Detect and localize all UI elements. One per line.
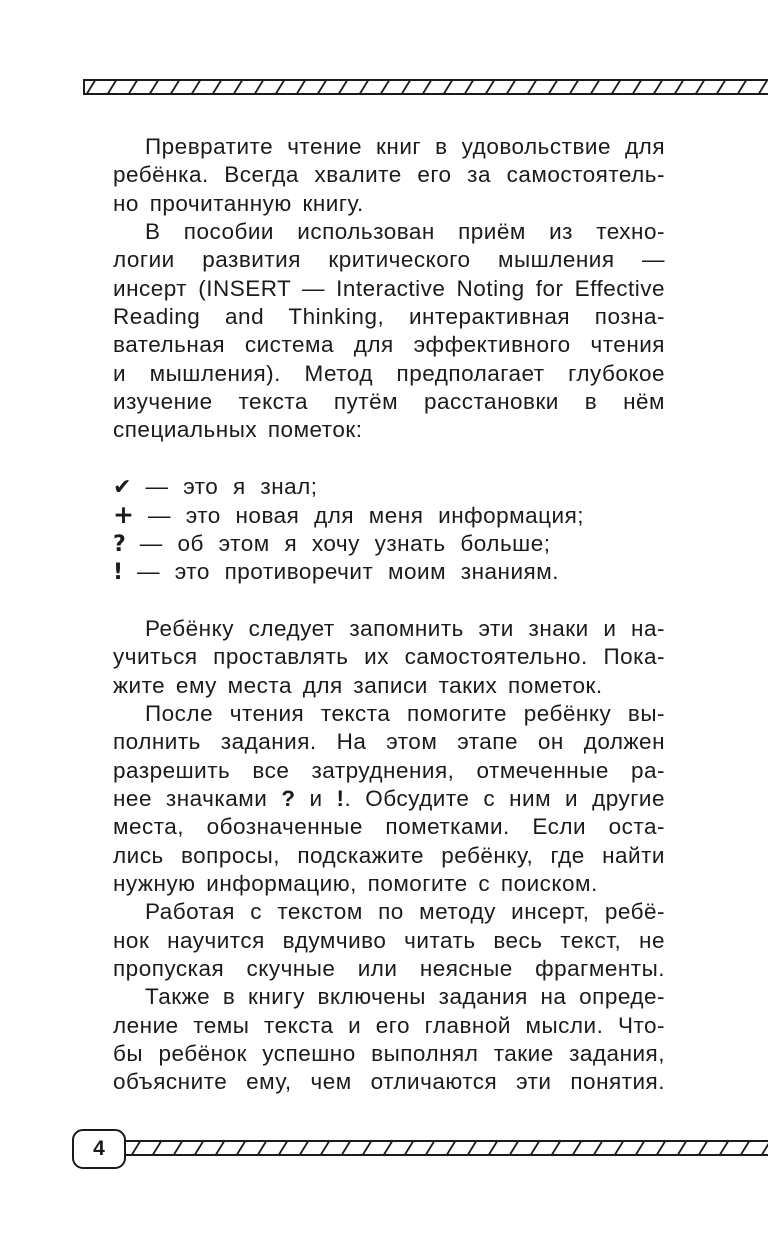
- bottom-hatch-fill: [126, 1141, 768, 1155]
- text-line: инсерт (INSERT — Interactive Noting for Effective: [113, 275, 665, 301]
- paragraph-gap: [113, 445, 665, 473]
- mark-item-question: [113, 530, 665, 558]
- text-line: Также в книгу включены задания на опреде-: [145, 984, 665, 1010]
- text-line: полнить задания. На этом этапе он должен: [113, 729, 665, 755]
- text-line: нок научится вдумчиво читать весь текст, не: [113, 927, 665, 953]
- page-body: [113, 133, 665, 1097]
- text-line-with-marks: [113, 785, 665, 813]
- mark-meaning: — об этом я хочу узнать больше;: [139, 530, 551, 556]
- text-line: В пособии использован приём из техно-: [145, 219, 665, 245]
- exclamation-mark-icon: !: [113, 560, 124, 586]
- text-line: ребёнка. Всегда хвалите его за самостоятель-: [113, 162, 665, 188]
- text-segment: нее значками: [113, 785, 282, 811]
- text-line: Reading and Thinking, интерактивная позна-: [113, 304, 665, 330]
- plus-icon: +: [113, 501, 134, 530]
- text-line: но прочитанную книгу.: [113, 190, 364, 216]
- text-line: Ребёнку следует запомнить эти знаки и на-: [145, 615, 665, 641]
- inline-question-mark: ?: [281, 785, 296, 811]
- text-segment: . Обсудите с ним и другие: [344, 785, 665, 811]
- top-hatched-border: [83, 78, 768, 96]
- page-number: 4: [72, 1129, 126, 1169]
- text-line: пропуская скучные или неясные фрагменты.: [113, 955, 665, 981]
- mark-meaning: — это я знал;: [145, 474, 318, 500]
- paragraph-gap: [113, 587, 665, 615]
- text-line: нужную информацию, помогите с поиском.: [113, 870, 598, 896]
- mark-item-contradiction: [113, 558, 665, 586]
- text-line: специальных пометок:: [113, 417, 363, 443]
- mark-meaning: — это новая для меня информация;: [147, 503, 585, 529]
- text-line: Превратите чтение книг в удовольствие для: [145, 134, 665, 159]
- text-line: учиться проставлять их самостоятельно. Пока-: [113, 644, 665, 670]
- mark-meaning: — это противоречит моим знаниям.: [137, 559, 559, 585]
- top-hatch-fill: [83, 80, 768, 94]
- question-mark-icon: ?: [113, 531, 126, 557]
- text-line: ление темы текста и его главной мысли. Что-: [113, 1012, 665, 1038]
- text-line: и мышления). Метод предполагает глубокое: [113, 360, 665, 386]
- text-line: места, обозначенные пометками. Если оста-: [113, 814, 665, 840]
- text-line: вательная система для эффективного чтения: [113, 332, 665, 358]
- bottom-hatched-border: [126, 1139, 768, 1157]
- inline-exclamation-mark: !: [336, 785, 345, 811]
- mark-item-new: [113, 501, 665, 529]
- text-line: бы ребёнок успешно выполнял такие задания,: [113, 1041, 665, 1066]
- text-line: объясните ему, чем отличаются эти понятия.: [113, 1069, 665, 1095]
- text-segment: и: [295, 785, 337, 811]
- text-line: Работая с текстом по методу инсерт, ребё-: [145, 899, 665, 925]
- text-line: После чтения текста помогите ребёнку вы-: [145, 700, 665, 726]
- check-mark-icon: ✔: [113, 475, 132, 501]
- text-line: разрешить все затруднения, отмеченные ра-: [113, 757, 665, 783]
- mark-item-known: [113, 473, 665, 501]
- text-line: изучение текста путём расстановки в нём: [113, 389, 665, 415]
- text-line: жите ему места для записи таких пометок.: [113, 672, 603, 698]
- text-line: лись вопросы, подскажите ребёнку, где найти: [113, 842, 665, 868]
- text-line: логии развития критического мышления —: [113, 247, 665, 273]
